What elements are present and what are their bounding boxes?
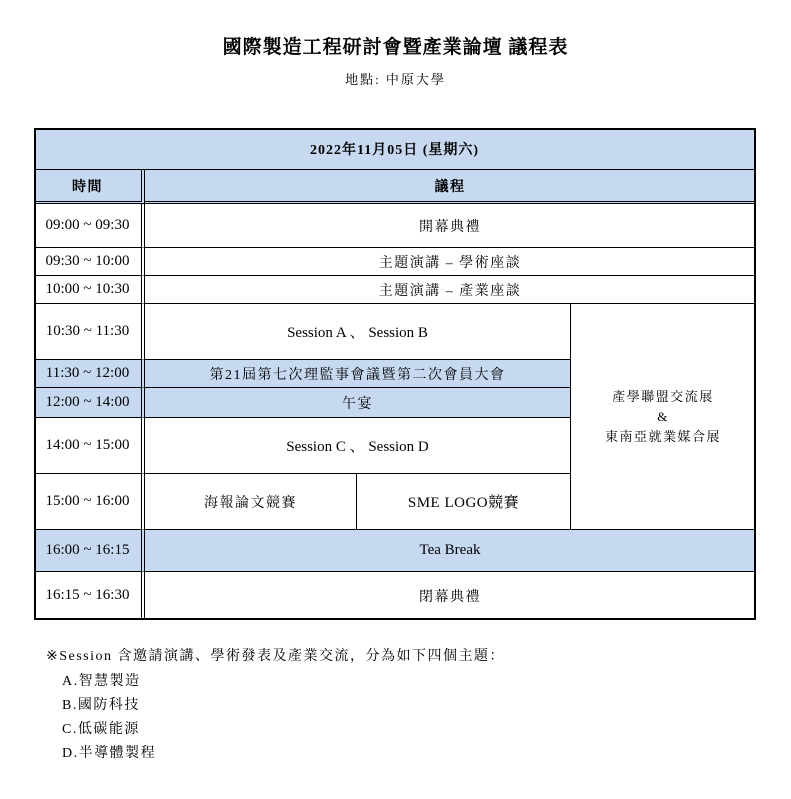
- poster-competition-cell: 海報論文競賽: [145, 474, 357, 530]
- document-title: 國際製造工程研討會暨產業論壇 議程表: [222, 37, 569, 58]
- notes-intro: ※Session 含邀請演講、學術發表及產業交流，分為如下四個主題：: [46, 649, 506, 664]
- side-event-line: 產學聯盟交流展: [612, 388, 714, 404]
- agenda-row-program: Tea Break: [145, 530, 756, 572]
- agenda-row-time: 16:00 ~ 16:15: [34, 530, 145, 572]
- agenda-row-program: 閉幕典禮: [145, 572, 756, 620]
- agenda-row-time: 12:00 ~ 14:00: [34, 388, 145, 418]
- agenda-row-time: 09:30 ~ 10:00: [34, 248, 145, 276]
- logo-competition-cell: SME LOGO競賽: [357, 474, 571, 530]
- agenda-row-time: 10:00 ~ 10:30: [34, 276, 145, 304]
- agenda-row-time: 09:00 ~ 09:30: [34, 204, 145, 248]
- agenda-row-program: Session C 、 Session D: [145, 418, 571, 474]
- side-event-cell: [571, 304, 756, 530]
- agenda-row-time: 16:15 ~ 16:30: [34, 572, 145, 620]
- side-event-line: 東南亞就業媒合展: [604, 428, 721, 444]
- agenda-row-time: 10:30 ~ 11:30: [34, 304, 145, 360]
- agenda-row-program: 主題演講 – 學術座談: [145, 248, 756, 276]
- topic-item: C.低碳能源: [62, 722, 140, 737]
- topic-item: A.智慧製造: [62, 674, 141, 689]
- agenda-row-program: Session A 、 Session B: [145, 304, 571, 360]
- time-column-header: 時間: [34, 170, 145, 204]
- topic-item: B.國防科技: [62, 698, 140, 713]
- side-event-line: &: [657, 408, 669, 424]
- agenda-table: [34, 128, 756, 620]
- program-column-header: 議程: [145, 170, 756, 204]
- agenda-row-program: 第21屆第七次理監事會議暨第二次會員大會: [145, 360, 571, 388]
- agenda-row-time: 15:00 ~ 16:00: [34, 474, 145, 530]
- agenda-row-program: 午宴: [145, 388, 571, 418]
- date-header: 2022年11月05日 (星期六): [34, 128, 756, 170]
- agenda-row-time: 14:00 ~ 15:00: [34, 418, 145, 474]
- location-subtitle: 地點: 中原大學: [345, 72, 446, 87]
- agenda-row-program: 主題演講 – 產業座談: [145, 276, 756, 304]
- topic-item: D.半導體製程: [62, 746, 157, 761]
- agenda-row-time: 11:30 ~ 12:00: [34, 360, 145, 388]
- agenda-row-program: 開幕典禮: [145, 204, 756, 248]
